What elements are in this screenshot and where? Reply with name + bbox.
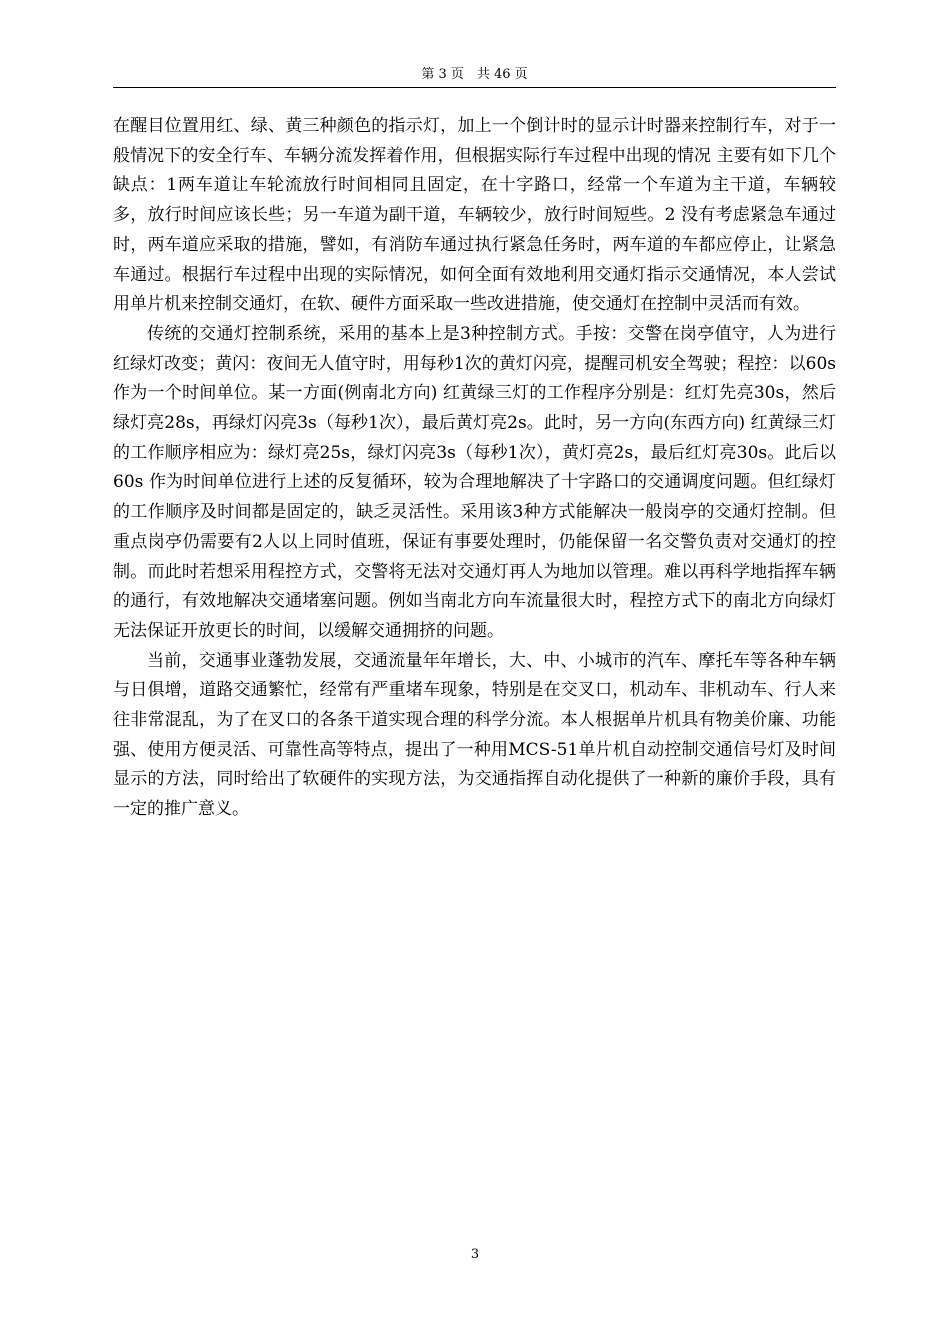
paragraph-3: 当前，交通事业蓬勃发展，交通流量年年增长，大、中、小城市的汽车、摩托车等各种车辆与日俱增，道路交通繁忙，经常有严重堵车现象，特别是在交叉口，机动车、非机动车、行人来往非常混乱，为了在叉口的各条干道实现合理的科学分流。本人根据单片机具有物美价廉、功能强、使用方便灵活、可靠性高等特点，提出了一种用MCS-51单片机自动控制交通信号灯及时间显示的方法，同时给出了软硬件的实现方法，为交通指挥自动化提供了一种新的廉价手段，具有一定的推广意义。 — [113, 650, 836, 820]
paragraph-2: 传统的交通灯控制系统，采用的基本上是3种控制方式。手按：交警在岗亭值守，人为进行红绿灯改变；黄闪：夜间无人值守时，用每秒1次的黄灯闪亮，提醒司机安全驾驶；程控：以60s 作为一个时间单位。某一方面(例南北方向) 红黄绿三灯的工作程序分别是：红灯先亮30s，然后绿灯亮28s，再绿灯闪亮3s（每秒1次），最后黄灯亮2s。此时，另一方向(东西方向) 红黄绿三灯的工作顺序相应为：绿灯亮25s，绿灯闪亮3s（每秒1次），黄灯亮2s，最后红灯亮30s。此后以60s 作为时间单位进行上述的反复循环，较为合理地解决了十字路口的交通调度问题。但红绿灯的工作顺序及时间都是固定的，缺乏灵活性。采用该3种方式能解决一般岗亭的交通灯控制。但重点岗亭仍需要有2人以上同时值班，保证有事要处理时，仍能保留一名交警负责对交通灯的控制。而此时若想采用程控方式，交警将无法对交通灯再人为地加以管理。难以再科学地指挥车辆的通行，有效地解决交通堵塞问题。例如当南北方向车流量很大时，程控方式下的南北方向绿灯无法保证开放更长的时间，以缓解交通拥挤的问题。 — [113, 323, 836, 641]
paragraph-1: 在醒目位置用红、绿、黄三种颜色的指示灯，加上一个倒计时的显示计时器来控制行车，对于一般情况下的安全行车、车辆分流发挥着作用，但根据实际行车过程中出现的情况 主要有如下几个缺点：1两车道让车轮流放行时间相同且固定，在十字路口，经常一个车道为主干道，车辆较多，放行时间应该长些；另一车道为副干道，车辆较少，放行时间短些。2 没有考虑紧急车通过时，两车道应采取的措施，譬如，有消防车通过执行紧急任务时，两车道的车都应停止，让紧急车通过。根据行车过程中出现的实际情况，如何全面有效地利用交通灯指示交通情况，本人尝试用单片机来控制交通灯，在软、硬件方面采取一些改进措施，使交通灯在控制中灵活而有效。 — [113, 116, 836, 315]
header-page-info: 第 3 页 共 46 页 — [421, 67, 528, 82]
page-header — [113, 63, 836, 88]
footer-page-number: 3 — [470, 1247, 480, 1262]
document-body — [113, 112, 836, 825]
